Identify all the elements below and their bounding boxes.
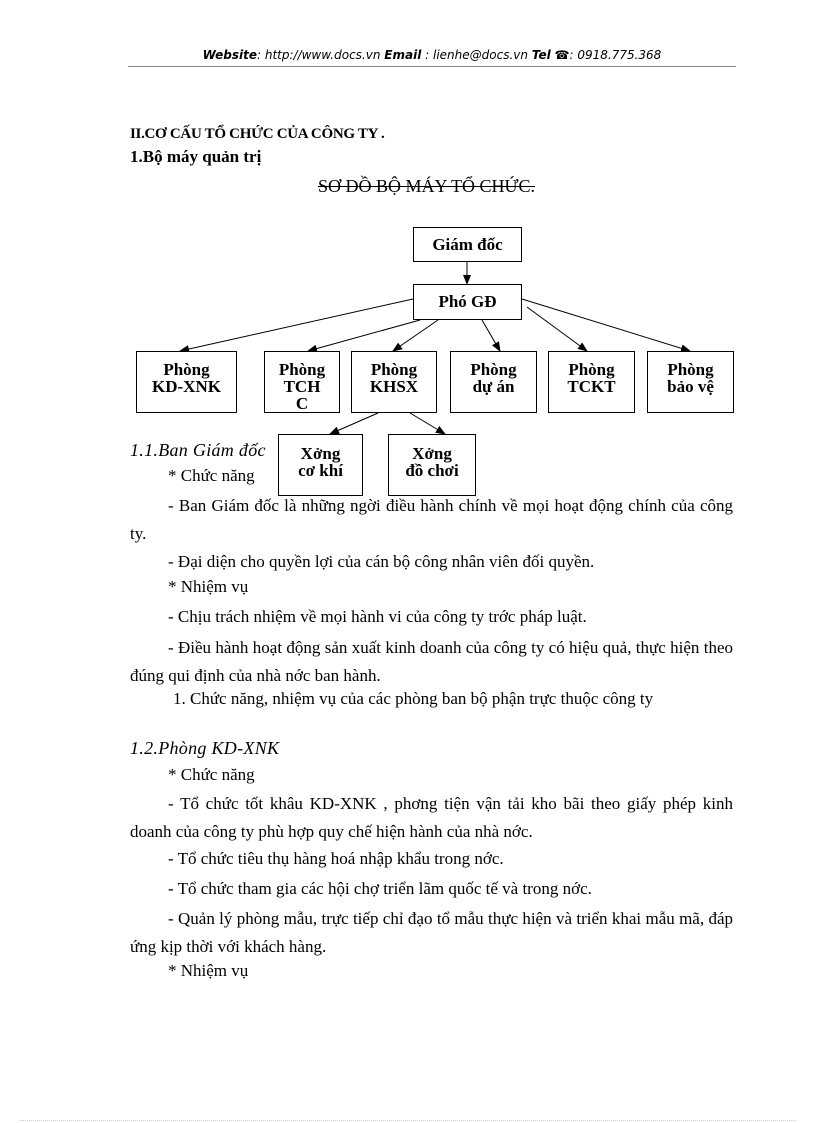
paragraph-board-role: - Ban Giám đốc là những ngời điều hành chính về mọi hoạt động chính của công ty. <box>130 496 733 543</box>
box-workshop-dochoi: Xởng đồ chơi <box>388 434 476 496</box>
footer-divider <box>20 1120 796 1121</box>
connector-deputy-kdxnk <box>180 299 413 351</box>
heading-board-of-directors: 1.1.Ban Giám đốc <box>130 440 266 460</box>
connector-khsx-cokhi <box>330 413 378 434</box>
box-deputy-director <box>413 284 522 320</box>
box-dept-tchc: Phòng TCH C <box>264 351 340 413</box>
box-dept-kdxnk: Phòng KD-XNK <box>136 351 237 413</box>
paragraph-responsibility: - Chịu trách nhiệm về mọi hành vi của công ty trớc pháp luật. <box>168 607 587 626</box>
email-label: Email <box>384 48 422 62</box>
box-dept-tckt: Phòng TCKT <box>548 351 635 413</box>
connector-deputy-duan <box>482 320 500 351</box>
org-chart-title: SƠ ĐỒ BỘ MÁY TỔ CHỨC. <box>318 176 535 196</box>
box-director-label: Giám đốc <box>432 235 503 254</box>
paragraph-kdxnk-organize: - Tổ chức tốt khâu KD-XNK , phơng tiện vận tải kho bãi theo giấy phép kinh doanh của công ty phù hợp quy chế hiện hành của nhà nớc. <box>130 794 733 841</box>
label-duty-kdxnk: * Nhiệm vụ <box>168 961 249 980</box>
tel-label: Tel <box>531 48 551 62</box>
heading-kd-xnk-department: 1.2.Phòng KD-XNK <box>130 738 280 758</box>
paragraph-kdxnk-samples: - Quản lý phòng mẫu, trực tiếp chỉ đạo tổ mẫu thực hiện và triển khai mẫu mã, đáp ứng kịp thời với khách hàng. <box>130 909 733 956</box>
email-value[interactable]: : lienhe@docs.vn <box>425 48 528 62</box>
box-dept-duan: Phòng dự án <box>450 351 537 413</box>
connector-deputy-tckt <box>527 307 587 351</box>
connector-deputy-khsx <box>393 320 438 351</box>
tel-value: : 0918.775.368 <box>569 48 662 62</box>
paragraph-management: - Điều hành hoạt động sản xuất kinh doanh của công ty có hiệu quả, thực hiện theo đúng qui định của nhà nớc ban hành. <box>130 638 733 685</box>
connector-khsx-dochoi <box>410 413 445 434</box>
connector-deputy-baove <box>522 299 690 351</box>
paragraph-kdxnk-fairs: - Tổ chức tham gia các hội chợ triển lãm quốc tế và trong nớc. <box>168 879 592 898</box>
box-director <box>413 227 522 262</box>
website-value[interactable]: : http://www.docs.vn <box>257 48 381 62</box>
section-heading-management: 1.Bộ máy quản trị <box>130 147 262 166</box>
box-dept-baove: Phòng bảo vệ <box>647 351 734 413</box>
label-function-kdxnk: * Chức năng <box>168 765 255 784</box>
paragraph-representation: - Đại diện cho quyền lợi của cán bộ công nhân viên đối quyền. <box>168 552 595 571</box>
section-heading-structure: II.CƠ CẤU TỔ CHỨC CỦA CÔNG TY . <box>130 126 385 142</box>
connector-deputy-tchc <box>308 320 420 351</box>
box-workshop-cokhi: Xởng cơ khí <box>278 434 363 496</box>
website-label: Website <box>202 48 257 62</box>
label-duty: * Nhiệm vụ <box>168 577 249 596</box>
box-dept-khsx: Phòng KHSX <box>351 351 437 413</box>
label-function: * Chức năng <box>168 466 255 485</box>
paragraph-kdxnk-consumption: - Tổ chức tiêu thụ hàng hoá nhập khẩu trong nớc. <box>168 849 504 868</box>
list-item-departments: 1. Chức năng, nhiệm vụ của các phòng ban bộ phận trực thuộc công ty <box>173 689 654 708</box>
box-deputy-label: Phó GĐ <box>438 292 497 311</box>
phone-icon: ☎ <box>554 48 570 62</box>
